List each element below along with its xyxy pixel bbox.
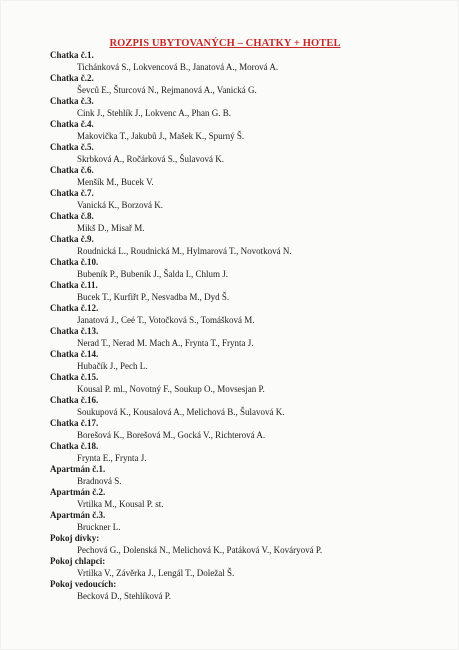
section-chatka-3	[50, 96, 430, 119]
guest-names: Vanická K., Borzová K.	[77, 199, 163, 210]
guest-names: Janatová J., Ceé T., Votočková S., Tomášková M.	[77, 314, 255, 325]
section-heading: Chatka č.13.	[50, 326, 99, 336]
section-heading: Apartmán č.2.	[50, 487, 106, 497]
section-heading: Chatka č.17.	[50, 418, 99, 428]
section-heading: Chatka č.14.	[50, 349, 99, 359]
guest-names: Bucek T., Kurfiřt P., Nesvadba M., Dyd Š.	[77, 291, 230, 302]
guest-names: Tichánková S., Lokvencová B., Janatová A., Morová A.	[77, 61, 279, 72]
section-chatka-16	[50, 395, 430, 418]
section-heading: Chatka č.11.	[50, 280, 98, 290]
section-chatka-4	[50, 119, 430, 142]
section-heading: Chatka č.6.	[50, 165, 94, 175]
section-chatka-11	[50, 280, 430, 303]
document-title: ROZPIS UBYTOVANÝCH – CHATKY + HOTEL	[109, 38, 341, 49]
guest-names: Frynta E., Frynta J.	[77, 452, 147, 463]
section-pokoj-divky	[50, 533, 430, 556]
section-heading: Chatka č.2.	[50, 73, 94, 83]
guest-names: Bubeník P., Bubeník J., Šalda I., Chlum J.	[77, 268, 229, 279]
section-pokoj-chlapci	[50, 556, 430, 579]
section-apartman-3	[50, 510, 430, 533]
section-heading: Chatka č.12.	[50, 303, 99, 313]
section-apartman-1	[50, 464, 430, 487]
section-chatka-13	[50, 326, 430, 349]
section-heading: Apartmán č.1.	[50, 464, 106, 474]
guest-names: Vrtilka M., Kousal P. st.	[77, 498, 164, 509]
guest-names: Bruckner L.	[77, 521, 121, 532]
section-apartman-2	[50, 487, 430, 510]
guest-names: Nerad T., Nerad M. Mach A., Frynta T., Frynta J.	[77, 337, 254, 348]
section-chatka-15	[50, 372, 430, 395]
guest-names: Borešová K., Borešová M., Gocká V., Richterová A.	[77, 429, 266, 440]
guest-names: Skrbková A., Ročárková S., Šulavová K.	[77, 153, 224, 164]
guest-names: Hubačík J., Pech L.	[77, 360, 148, 371]
section-heading: Chatka č.8.	[50, 211, 94, 221]
section-chatka-17	[50, 418, 430, 441]
section-heading: Chatka č.1.	[50, 50, 94, 60]
section-heading: Chatka č.15.	[50, 372, 99, 382]
section-heading: Pokoj chlapci:	[50, 556, 106, 566]
section-chatka-18	[50, 441, 430, 464]
section-pokoj-vedoucich	[50, 579, 430, 602]
guest-names: Bradnová S.	[77, 475, 122, 486]
section-heading: Chatka č.7.	[50, 188, 94, 198]
guest-names: Ševců E., Šturcová N., Rejmanová A., Vanická G.	[77, 84, 257, 95]
guest-names: Pechová G., Dolenská N., Melichová K., Patáková V., Kováryová P.	[77, 544, 323, 555]
section-chatka-8	[50, 211, 430, 234]
section-heading: Pokoj vedoucích:	[50, 579, 117, 589]
guest-names: Soukupová K., Kousalová A., Melichová B., Šulavová K.	[77, 406, 285, 417]
section-heading: Chatka č.3.	[50, 96, 94, 106]
section-chatka-7	[50, 188, 430, 211]
section-heading: Chatka č.9.	[50, 234, 94, 244]
section-chatka-10	[50, 257, 430, 280]
section-heading: Chatka č.16.	[50, 395, 99, 405]
section-heading: Pokoj dívky:	[50, 533, 100, 543]
section-chatka-9	[50, 234, 430, 257]
guest-names: Menšík M., Bucek V.	[77, 176, 154, 187]
guest-names: Cink J., Stehlík J., Lokvenc A., Phan G. B.	[77, 107, 232, 118]
document-body	[50, 38, 430, 602]
section-heading: Chatka č.5.	[50, 142, 94, 152]
section-chatka-2	[50, 73, 430, 96]
section-chatka-1	[50, 50, 430, 73]
guest-names: Makovička T., Jakubů J., Mašek K., Spurný Š.	[77, 130, 245, 141]
guest-names: Mikš D., Misař M.	[77, 222, 145, 233]
section-heading: Chatka č.4.	[50, 119, 94, 129]
section-chatka-12	[50, 303, 430, 326]
section-chatka-5	[50, 142, 430, 165]
guest-names: Becková D., Stehlíková P.	[77, 590, 171, 601]
section-chatka-14	[50, 349, 430, 372]
guest-names: Vrtilka V., Závěrka J., Lengál T., Doležal Š.	[77, 567, 235, 578]
section-heading: Apartmán č.3.	[50, 510, 106, 520]
section-heading: Chatka č.18.	[50, 441, 99, 451]
guest-names: Roudnická L., Roudnická M., Hylmarová T., Novotková N.	[77, 245, 292, 256]
section-heading: Chatka č.10.	[50, 257, 99, 267]
section-chatka-6	[50, 165, 430, 188]
guest-names: Kousal P. ml., Novotný F., Soukup O., Movsesjan P.	[77, 383, 265, 394]
